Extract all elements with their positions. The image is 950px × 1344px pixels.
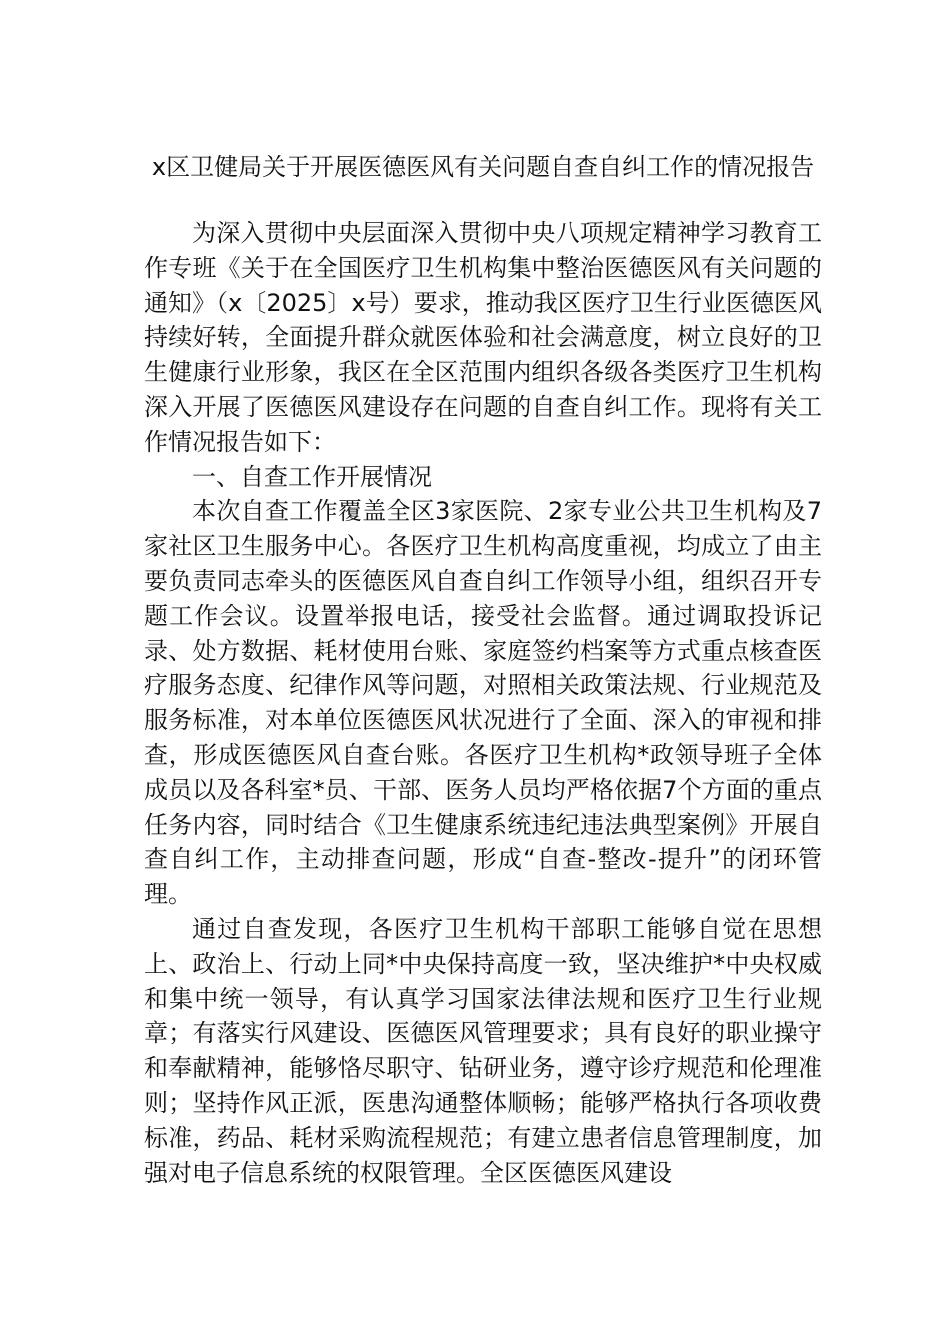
body-paragraph: 通过自查发现，各医疗卫生机构干部职工能够自觉在思想上、政治上、行动上同*中央保持高度一致，坚决维护*中央权威和集中统一领导，有认真学习国家法律法规和医疗卫生行业规章；有落实行风建设、医德医风管理要求；具有良好的职业操守和奉献精神，能够恪尽职守、钻研业务，遵守诊疗规范和伦理准则；坚持作风正派，医患沟通整体顺畅；能够严格执行各项收费标准，药品、耗材采购流程规范；有建立患者信息管理制度，加强对电子信息系统的权限管理。全区医德医风建设 [144,914,822,1187]
intro-paragraph: 为深入贯彻中央层面深入贯彻中央八项规定精神学习教育工作专班《关于在全国医疗卫生机构集中整治医德医风有关问题的通知》（x〔2025〕x号）要求，推动我区医疗卫生行业医德医风持续好转，全面提升群众就医体验和社会满意度，树立良好的卫生健康行业形象，我区在全区范围内组织各级各类医疗卫生机构深入开展了医德医风建设存在问题的自查自纠工作。现将有关工作情况报告如下： [144,219,822,456]
section-heading: 一、自查工作开展情况 [192,462,432,491]
body-paragraph: 本次自查工作覆盖全区3家医院、2家专业公共卫生机构及7家社区卫生服务中心。各医疗卫生机构高度重视，均成立了由主要负责同志牵头的医德医风自查自纠工作领导小组，组织召开专题工作会议。设置举报电话，接受社会监督。通过调取投诉记录、处方数据、耗材使用台账、家庭签约档案等方式重点核查医疗服务态度、纪律作风等问题，对照相关政策法规、行业规范及服务标准，对本单位医德医风状况进行了全面、深入的审视和排查，形成医德医风自查台账。各医疗卫生机构*政领导班子全体成员以及各科室*员、干部、医务人员均严格依据7个方面的重点任务内容，同时结合《卫生健康系统违纪违法典型案例》开展自查自纠工作，主动排查问题，形成“自查-整改-提升”的闭环管理。 [144,497,822,909]
document-title: x区卫健局关于开展医德医风有关问题自查自纠工作的情况报告 [151,153,815,181]
document-body [144,216,822,1190]
